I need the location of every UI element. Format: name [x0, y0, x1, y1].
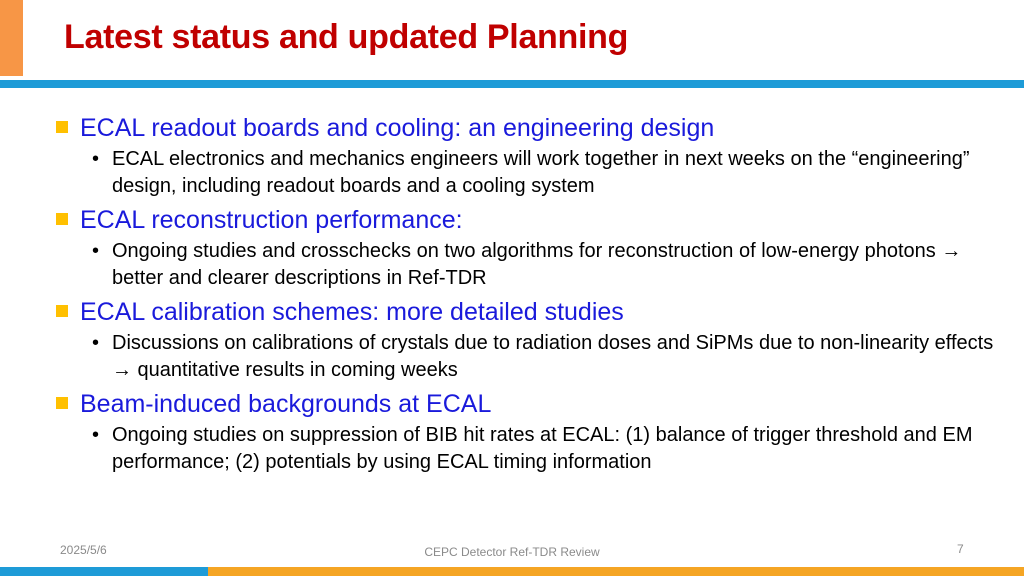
- footer-bar-orange: [208, 567, 1024, 576]
- square-bullet-icon: [56, 121, 68, 133]
- title-accent-block: [0, 0, 23, 76]
- dot-bullet-icon: •: [92, 148, 100, 170]
- bullet-list: [56, 108, 1006, 480]
- bullet-subitem: [56, 238, 1006, 292]
- bullet-subitem-text: Ongoing studies on suppression of BIB hit rates at ECAL: (1) balance of trigger threshold and EM performance; (2) potentials by using ECAL timing information: [112, 424, 973, 473]
- dot-bullet-icon: •: [92, 424, 100, 446]
- bullet-subitem: [56, 330, 1006, 384]
- dot-bullet-icon: •: [92, 332, 100, 354]
- footer-title: CEPC Detector Ref-TDR Review: [424, 545, 600, 559]
- dot-bullet-icon: •: [92, 240, 100, 262]
- bullet-subitem-text: Discussions on calibrations of crystals due to radiation doses and SiPMs due to non-linearity effects → quantitative results in coming weeks: [112, 332, 994, 381]
- square-bullet-icon: [56, 397, 68, 409]
- bullet-heading-text: ECAL calibration schemes: more detailed studies: [80, 298, 624, 326]
- bullet-heading-text: ECAL readout boards and cooling: an engineering design: [80, 114, 715, 142]
- square-bullet-icon: [56, 213, 68, 225]
- bullet-heading: [56, 388, 1006, 420]
- bullet-heading-text: ECAL reconstruction performance:: [80, 206, 463, 234]
- bullet-subitem: [56, 146, 1006, 200]
- bullet-heading-text: Beam-induced backgrounds at ECAL: [80, 390, 492, 418]
- header-divider: [0, 80, 1024, 88]
- page-number: 7: [957, 542, 964, 556]
- bullet-subitem: [56, 422, 1006, 476]
- bullet-heading: [56, 204, 1006, 236]
- footer-date: 2025/5/6: [60, 543, 107, 557]
- footer-bar-blue: [0, 567, 208, 576]
- bullet-subitem-text: ECAL electronics and mechanics engineers will work together in next weeks on the “engineering” design, including readout boards and a cooling system: [112, 148, 970, 197]
- square-bullet-icon: [56, 305, 68, 317]
- bullet-heading: [56, 112, 1006, 144]
- bullet-subitem-text: Ongoing studies and crosschecks on two algorithms for reconstruction of low-energy photons → better and clearer descriptions in Ref-TDR: [112, 240, 962, 289]
- bullet-heading: [56, 296, 1006, 328]
- slide-title: Latest status and updated Planning: [64, 18, 629, 56]
